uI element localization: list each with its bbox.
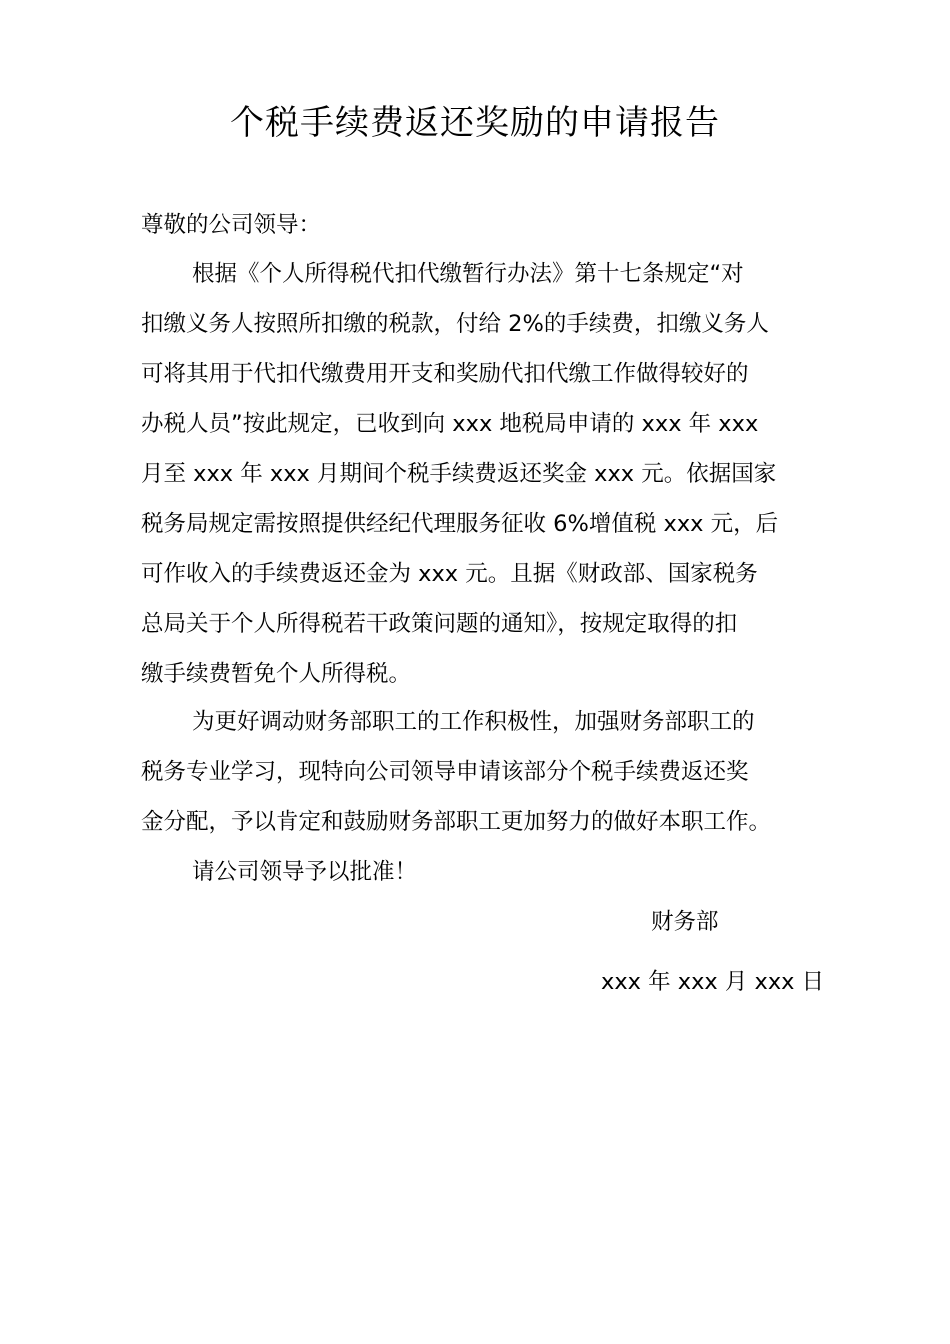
paragraph-line: 可将其用于代扣代缴费用开支和奖励代扣代缴工作做得较好的 bbox=[141, 361, 749, 387]
paragraph-line: 缴手续费暂免个人所得税。 bbox=[141, 661, 412, 687]
paragraph-1 bbox=[141, 249, 778, 699]
paragraph-line: 总局关于个人所得税若干政策问题的通知》，按规定取得的扣 bbox=[141, 611, 738, 637]
paragraph-line: 税务局规定需按照提供经纪代理服务征收 6%增值税 xxx 元，后 bbox=[141, 511, 779, 537]
paragraph-line: 税务专业学习，现特向公司领导申请该部分个税手续费返还奖 bbox=[141, 759, 749, 785]
document-title: 个税手续费返还奖励的申请报告 bbox=[230, 103, 720, 143]
paragraph-line: 根据《个人所得税代扣代缴暂行办法》第十七条规定“对 bbox=[192, 261, 744, 287]
paragraph-2 bbox=[141, 697, 771, 847]
paragraph-line: 可作收入的手续费返还金为 xxx 元。且据《财政部、国家税务 bbox=[141, 561, 758, 587]
signature-date: xxx 年 xxx 月 xxx 日 bbox=[601, 969, 825, 995]
paragraph-line: 月至 xxx 年 xxx 月期间个税手续费返还奖金 xxx 元。依据国家 bbox=[141, 461, 777, 487]
paragraph-line: 金分配，予以肯定和鼓励财务部职工更加努力的做好本职工作。 bbox=[141, 809, 772, 835]
paragraph-line: 扣缴义务人按照所扣缴的税款，付给 2%的手续费，扣缴义务人 bbox=[141, 311, 769, 337]
salutation: 尊敬的公司领导： bbox=[141, 212, 322, 238]
paragraph-line: 为更好调动财务部职工的工作积极性，加强财务部职工的 bbox=[192, 709, 755, 735]
closing-request: 请公司领导予以批准！ bbox=[192, 859, 418, 885]
signature-department: 财务部 bbox=[651, 909, 719, 935]
paragraph-line: 办税人员”按此规定，已收到向 xxx 地税局申请的 xxx 年 xxx bbox=[141, 411, 759, 437]
